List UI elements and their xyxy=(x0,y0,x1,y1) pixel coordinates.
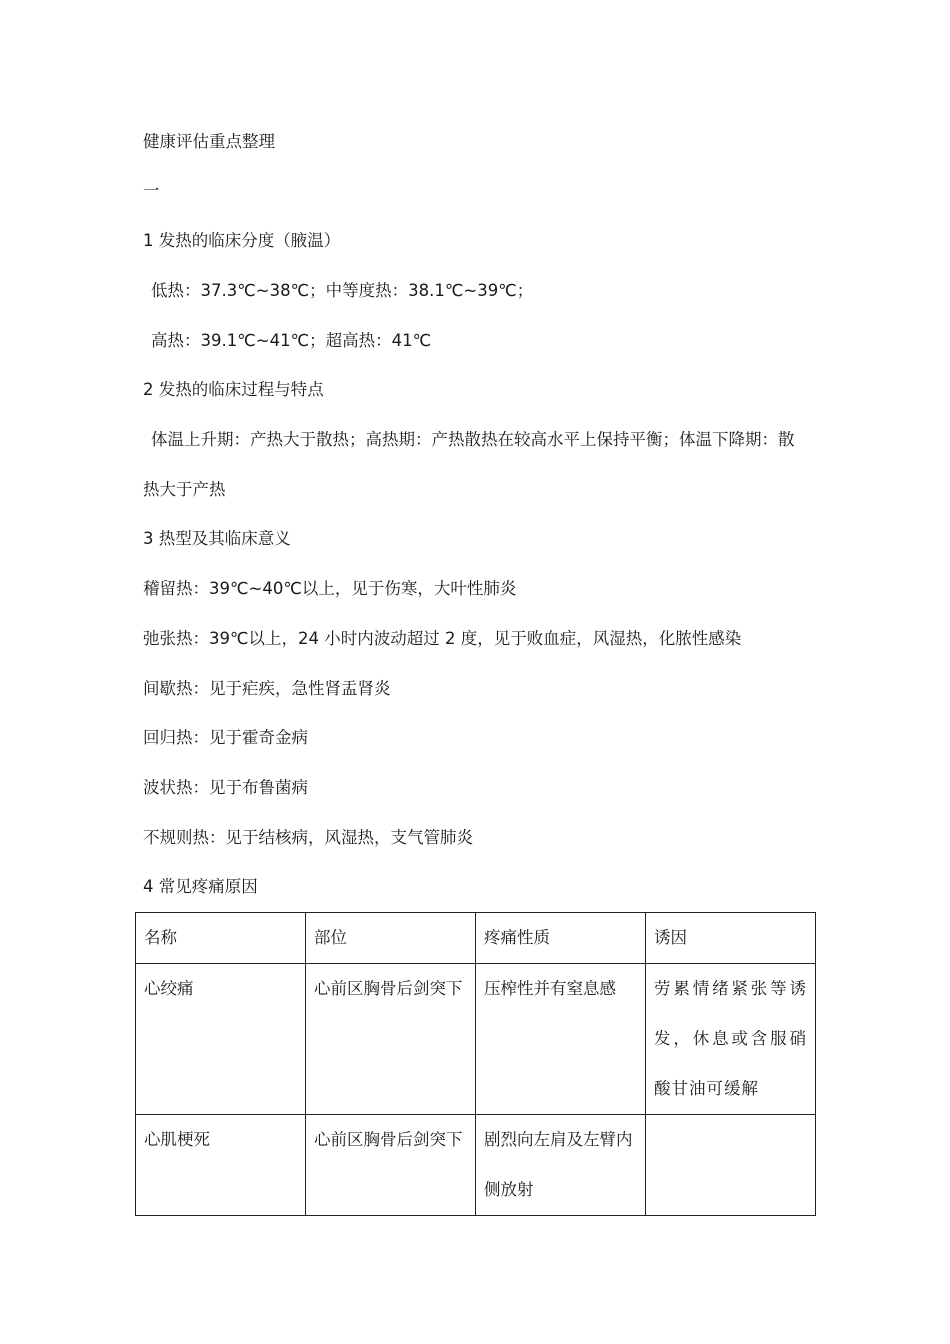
fever-type-item: 波状热：见于布鲁菌病 xyxy=(143,778,308,797)
table-row xyxy=(136,1115,816,1216)
fever-type-item: 不规则热：见于结核病，风湿热，支气管肺炎 xyxy=(143,828,473,847)
header-cell: 名称 xyxy=(136,913,306,964)
header-cell: 诱因 xyxy=(646,913,816,964)
section-1-line: 高热：39.1℃~41℃；超高热：41℃ xyxy=(151,331,432,350)
table-cell xyxy=(646,1115,816,1216)
section-3-heading: 3 热型及其临床意义 xyxy=(143,529,291,548)
table-row xyxy=(136,964,816,1115)
header-cell: 疼痛性质 xyxy=(476,913,646,964)
fever-type-item: 弛张热：39℃以上，24 小时内波动超过 2 度，见于败血症，风湿热，化脓性感染 xyxy=(143,629,742,648)
table-cell: 剧烈向左肩及左臂内侧放射 xyxy=(476,1115,646,1216)
table-header-row xyxy=(136,913,816,964)
section-2-line: 体温上升期：产热大于散热；高热期：产热散热在较高水平上保持平衡；体温下降期：散 xyxy=(151,430,795,449)
fever-type-item: 稽留热：39℃~40℃以上，见于伤寒，大叶性肺炎 xyxy=(143,579,517,598)
section-2-heading: 2 发热的临床过程与特点 xyxy=(143,380,324,399)
section-1-heading: 1 发热的临床分度（腋温） xyxy=(143,231,341,250)
section-1-line: 低热：37.3℃~38℃；中等度热：38.1℃~39℃； xyxy=(151,281,534,300)
document-title: 健康评估重点整理 xyxy=(143,132,275,151)
section-mark: 一 xyxy=(143,181,160,200)
fever-type-item: 回归热：见于霍奇金病 xyxy=(143,728,308,747)
fever-type-item: 间歇热：见于疟疾，急性肾盂肾炎 xyxy=(143,679,391,698)
table-cell: 压榨性并有窒息感 xyxy=(476,964,646,1115)
table-cell: 劳累情绪紧张等诱发，休息或含服硝酸甘油可缓解 xyxy=(646,964,816,1115)
section-2-line: 热大于产热 xyxy=(143,480,226,499)
header-cell: 部位 xyxy=(306,913,476,964)
table-cell: 心绞痛 xyxy=(136,964,306,1115)
table-cell: 心肌梗死 xyxy=(136,1115,306,1216)
section-4-heading: 4 常见疼痛原因 xyxy=(143,877,258,896)
table-cell: 心前区胸骨后剑突下 xyxy=(306,1115,476,1216)
table-cell: 心前区胸骨后剑突下 xyxy=(306,964,476,1115)
pain-causes-table xyxy=(135,912,816,1216)
